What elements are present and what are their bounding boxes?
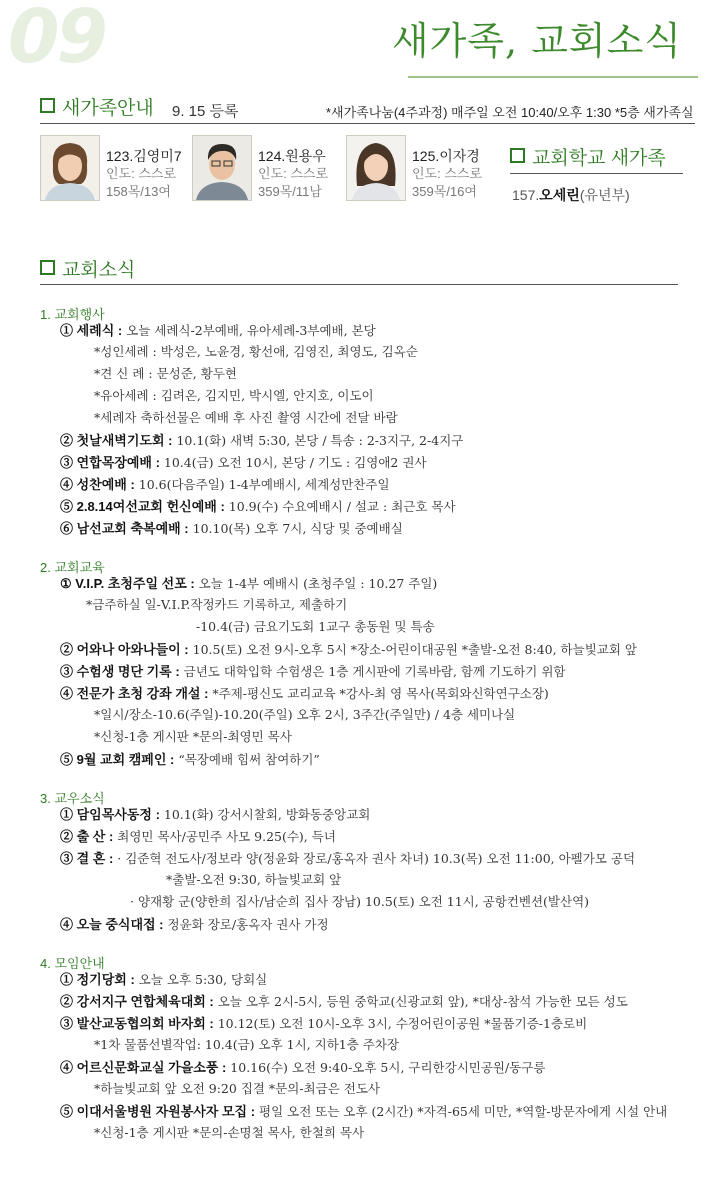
member-guide: 인도: 스스로 xyxy=(106,166,177,181)
news-item: ④ 전문가 초청 강좌 개설 : *주제-평신도 교리교육 *강사-최 영 목사(목회와신학연구소장) xyxy=(60,686,549,701)
member-guide: 인도: 스스로 xyxy=(412,166,483,181)
section-divider xyxy=(40,284,678,285)
member-photo xyxy=(346,135,406,201)
news-item: ① 담임목사동정 : 10.1(화) 강서시찰회, 방화동중앙교회 xyxy=(60,807,371,822)
news-detail: *출발-오전 9:30, 하늘빛교회 앞 xyxy=(166,872,342,887)
news-item: ② 첫날새벽기도회 : 10.1(화) 새벽 5:30, 본당 / 특송 : 2-3지구, 2-4지구 xyxy=(60,433,464,448)
news-detail: *견 신 례 : 문성준, 황두현 xyxy=(94,366,237,381)
news-detail: *1차 물품선별작업: 10.4(금) 오후 1시, 지하1층 주차장 xyxy=(94,1037,399,1052)
news-item: ④ 오늘 중식대접 : 정윤화 장로/홍옥자 권사 가정 xyxy=(60,917,329,932)
section-title: 1. 교회행사 xyxy=(40,307,105,322)
school-family-item: 157.오세린(유년부) xyxy=(512,187,630,203)
news-detail: *금주하실 일-V.I.P.작정카드 기록하고, 제출하기 xyxy=(86,597,348,612)
news-detail: *성인세례 : 박성은, 노윤경, 황선애, 김영진, 최영도, 김옥순 xyxy=(94,344,418,359)
news-item: ⑥ 남선교회 축복예배 : 10.10(목) 오후 7시, 식당 및 중예배실 xyxy=(60,521,403,536)
member-card xyxy=(106,147,182,201)
news-detail: *일시/장소-10.6(주일)-10.20(주일) 오후 2시, 3주간(주일만) / 4층 세미나실 xyxy=(94,707,516,722)
church-news-heading: 교회소식 xyxy=(40,260,135,280)
news-detail: *하늘빛교회 앞 오전 9:20 집결 *문의-최금은 전도사 xyxy=(94,1081,380,1096)
person-photo-icon xyxy=(41,136,99,200)
person-photo-icon xyxy=(347,136,405,200)
member-name: 125.이자경 xyxy=(412,148,480,164)
news-item: ⑤ 2.8.14여선교회 헌신예배 : 10.9(수) 수요예배시 / 설교 : 최근호 목사 xyxy=(60,499,456,514)
section-title: 2. 교회교육 xyxy=(40,560,105,575)
person-photo-icon xyxy=(193,136,251,200)
member-name: 123.김영미7 xyxy=(106,148,182,164)
news-detail: -10.4(금) 금요기도회 1교구 총동원 및 특송 xyxy=(196,619,435,634)
title-divider xyxy=(408,76,698,78)
member-photo xyxy=(40,135,100,201)
section-title: 3. 교우소식 xyxy=(40,791,105,806)
member-group: 158목/13여 xyxy=(106,184,171,199)
news-item: ① 정기당회 : 오늘 오후 5:30, 당회실 xyxy=(60,972,268,987)
square-bullet-icon xyxy=(40,98,55,113)
section-divider xyxy=(510,173,683,174)
news-item: ⑤ 9월 교회 캠페인 : “목장예배 힘써 참여하기” xyxy=(60,752,320,767)
new-family-notice: *새가족나눔(4주과정) 매주일 오전 10:40/오후 1:30 *5층 새가족실 xyxy=(326,105,694,120)
new-family-heading: 새가족안내 xyxy=(40,98,154,118)
news-detail: · 양재황 군(양한희 집사/남순희 집사 장남) 10.5(토) 오전 11시, 공항컨벤션(발산역) xyxy=(130,894,590,909)
member-group: 359목/16여 xyxy=(412,184,477,199)
news-item: ② 강서지구 연합체육대회 : 오늘 오후 2시-5시, 등원 중학교(신광교회 앞), *대상-참석 가능한 모든 성도 xyxy=(60,994,628,1009)
news-item: ③ 연합목장예배 : 10.4(금) 오전 10시, 본당 / 기도 : 김영애2 권사 xyxy=(60,455,427,470)
square-bullet-icon xyxy=(510,148,525,163)
member-group: 359목/11남 xyxy=(258,184,322,199)
news-item: ③ 결 혼 : · 김준혁 전도사/정보라 양(정윤화 장로/홍옥자 권사 차녀) 10.3(목) 오전 11:00, 아펠가모 공덕 xyxy=(60,851,636,866)
news-detail: *신청-1층 게시판 *문의-손명철 목사, 한철희 목사 xyxy=(94,1125,365,1140)
member-card xyxy=(412,147,482,201)
school-family-heading: 교회학교 새가족 xyxy=(510,148,666,168)
square-bullet-icon xyxy=(40,260,55,275)
page-title: 새가족, 교회소식 xyxy=(391,19,682,63)
news-item: ③ 발산교동협의회 바자회 : 10.12(토) 오전 10시-오후 3시, 수정어린이공원 *물품기증-1층로비 xyxy=(60,1016,588,1031)
member-guide: 인도: 스스로 xyxy=(258,166,329,181)
member-photo xyxy=(192,135,252,201)
news-detail: *세례자 축하선물은 예배 후 사진 촬영 시간에 전달 바람 xyxy=(94,410,398,425)
section-title: 4. 모임안내 xyxy=(40,956,105,971)
section-divider xyxy=(40,123,695,124)
registration-date: 9. 15 등록 xyxy=(172,103,239,120)
news-item: ② 어와나 아와나들이 : 10.5(토) 오전 9시-오후 5시 *장소-어린이대공원 *출발-오전 8:40, 하늘빛교회 앞 xyxy=(60,642,637,657)
news-item: ① 세례식 : 오늘 세례식-2부예배, 유아세례-3부예배, 본당 xyxy=(60,323,376,338)
news-detail: *유아세례 : 김려온, 김지민, 박시엘, 안지호, 이도이 xyxy=(94,388,374,403)
news-item: ④ 성찬예배 : 10.6(다음주일) 1-4부예배시, 세계성만찬주일 xyxy=(60,477,390,492)
news-item: ① V.I.P. 초청주일 선포 : 오늘 1-4부 예배시 (초청주일 : 10.27 주일) xyxy=(60,576,438,591)
news-detail: *신청-1층 게시판 *문의-최영민 목사 xyxy=(94,729,292,744)
news-item: ③ 수험생 명단 기록 : 금년도 대학입학 수험생은 1층 게시판에 기록바람, 함께 기도하기 위함 xyxy=(60,664,566,679)
news-item: ④ 어르신문화교실 가을소풍 : 10.16(수) 오전 9:40-오후 5시, 구리한강시민공원/동구릉 xyxy=(60,1060,546,1075)
member-card xyxy=(258,147,328,201)
member-name: 124.원용우 xyxy=(258,148,326,164)
page-number: 09 xyxy=(8,0,105,80)
news-item: ② 출 산 : 최영민 목사/공민주 사모 9.25(수), 득녀 xyxy=(60,829,336,844)
news-item: ⑤ 이대서울병원 자원봉사자 모집 : 평일 오전 또는 오후 (2시간) *자격-65세 미만, *역할-방문자에게 시설 안내 xyxy=(60,1104,668,1119)
